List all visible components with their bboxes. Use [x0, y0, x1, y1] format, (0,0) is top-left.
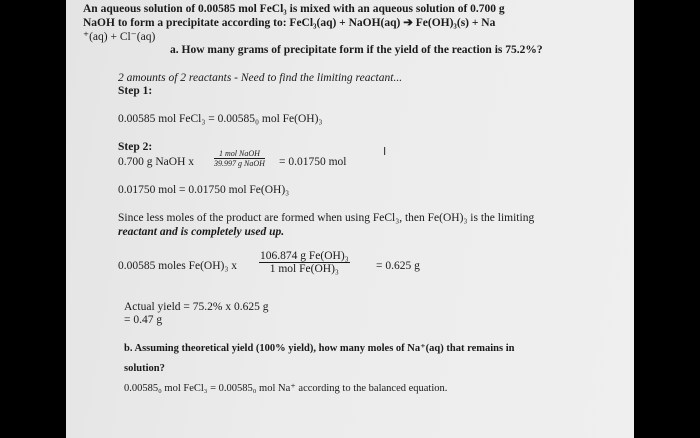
problem-line-2: NaOH to form a precipitate according to: FeCl₃(aq) + NaOH(aq) ➔ Fe(OH)₃(s) + Na: [83, 17, 496, 29]
step1-label: Step 1:: [118, 85, 153, 97]
question-a: a. How many grams of precipitate form if the yield of the reaction is 75.2%?: [170, 44, 543, 56]
question-b-line-2: solution?: [124, 363, 165, 374]
step2-result: = 0.01750 mol: [279, 156, 347, 168]
limiting-note: 2 amounts of 2 reactants - Need to find the limiting reactant...: [118, 72, 403, 84]
step2-numerator: 1 mol NaOH: [214, 149, 265, 159]
step2-left: 0.700 g NaOH x: [118, 156, 195, 168]
step2-label: Step 2:: [118, 141, 153, 153]
text-cursor-icon: I: [383, 145, 387, 158]
mass-denominator: 1 mol Fe(OH)₃: [269, 263, 339, 275]
mass-calc-left: 0.00585 moles Fe(OH)₃ x: [118, 260, 237, 272]
step1-calc: 0.00585 mol FeCl₃ = 0.00585₀ mol Fe(OH)₃: [118, 113, 323, 125]
conclusion-line-1: Since less moles of the product are formed when using FeCl₃, then Fe(OH)₃ is the limiting: [118, 212, 535, 224]
step2-denominator: 39.997 g NaOH: [214, 159, 265, 168]
mass-fraction: [259, 250, 350, 275]
document-page: [66, 0, 634, 438]
mass-numerator: 106.874 g Fe(OH)₃: [260, 250, 349, 262]
problem-line-3: ⁺(aq) + Cl⁻(aq): [83, 31, 156, 43]
conclusion-line-2: reactant and is completely used up.: [118, 226, 285, 238]
mass-result: = 0.625 g: [376, 260, 420, 272]
problem-line-1: An aqueous solution of 0.00585 mol FeCl₃ is mixed with an aqueous solution of 0.700 g: [83, 3, 505, 15]
question-b-line-1: b. Assuming theoretical yield (100% yield), how many moles of Na⁺(aq) that remains in: [124, 343, 515, 354]
actual-yield-line-2: = 0.47 g: [124, 314, 163, 326]
step2-fraction: [214, 149, 265, 168]
actual-yield-line-1: Actual yield = 75.2% x 0.625 g: [124, 301, 269, 313]
step2-conversion: 0.01750 mol = 0.01750 mol Fe(OH)₃: [118, 184, 290, 196]
question-b-answer: 0.00585₀ mol FeCl₃ = 0.00585₀ mol Na⁺ according to the balanced equation.: [124, 383, 448, 394]
